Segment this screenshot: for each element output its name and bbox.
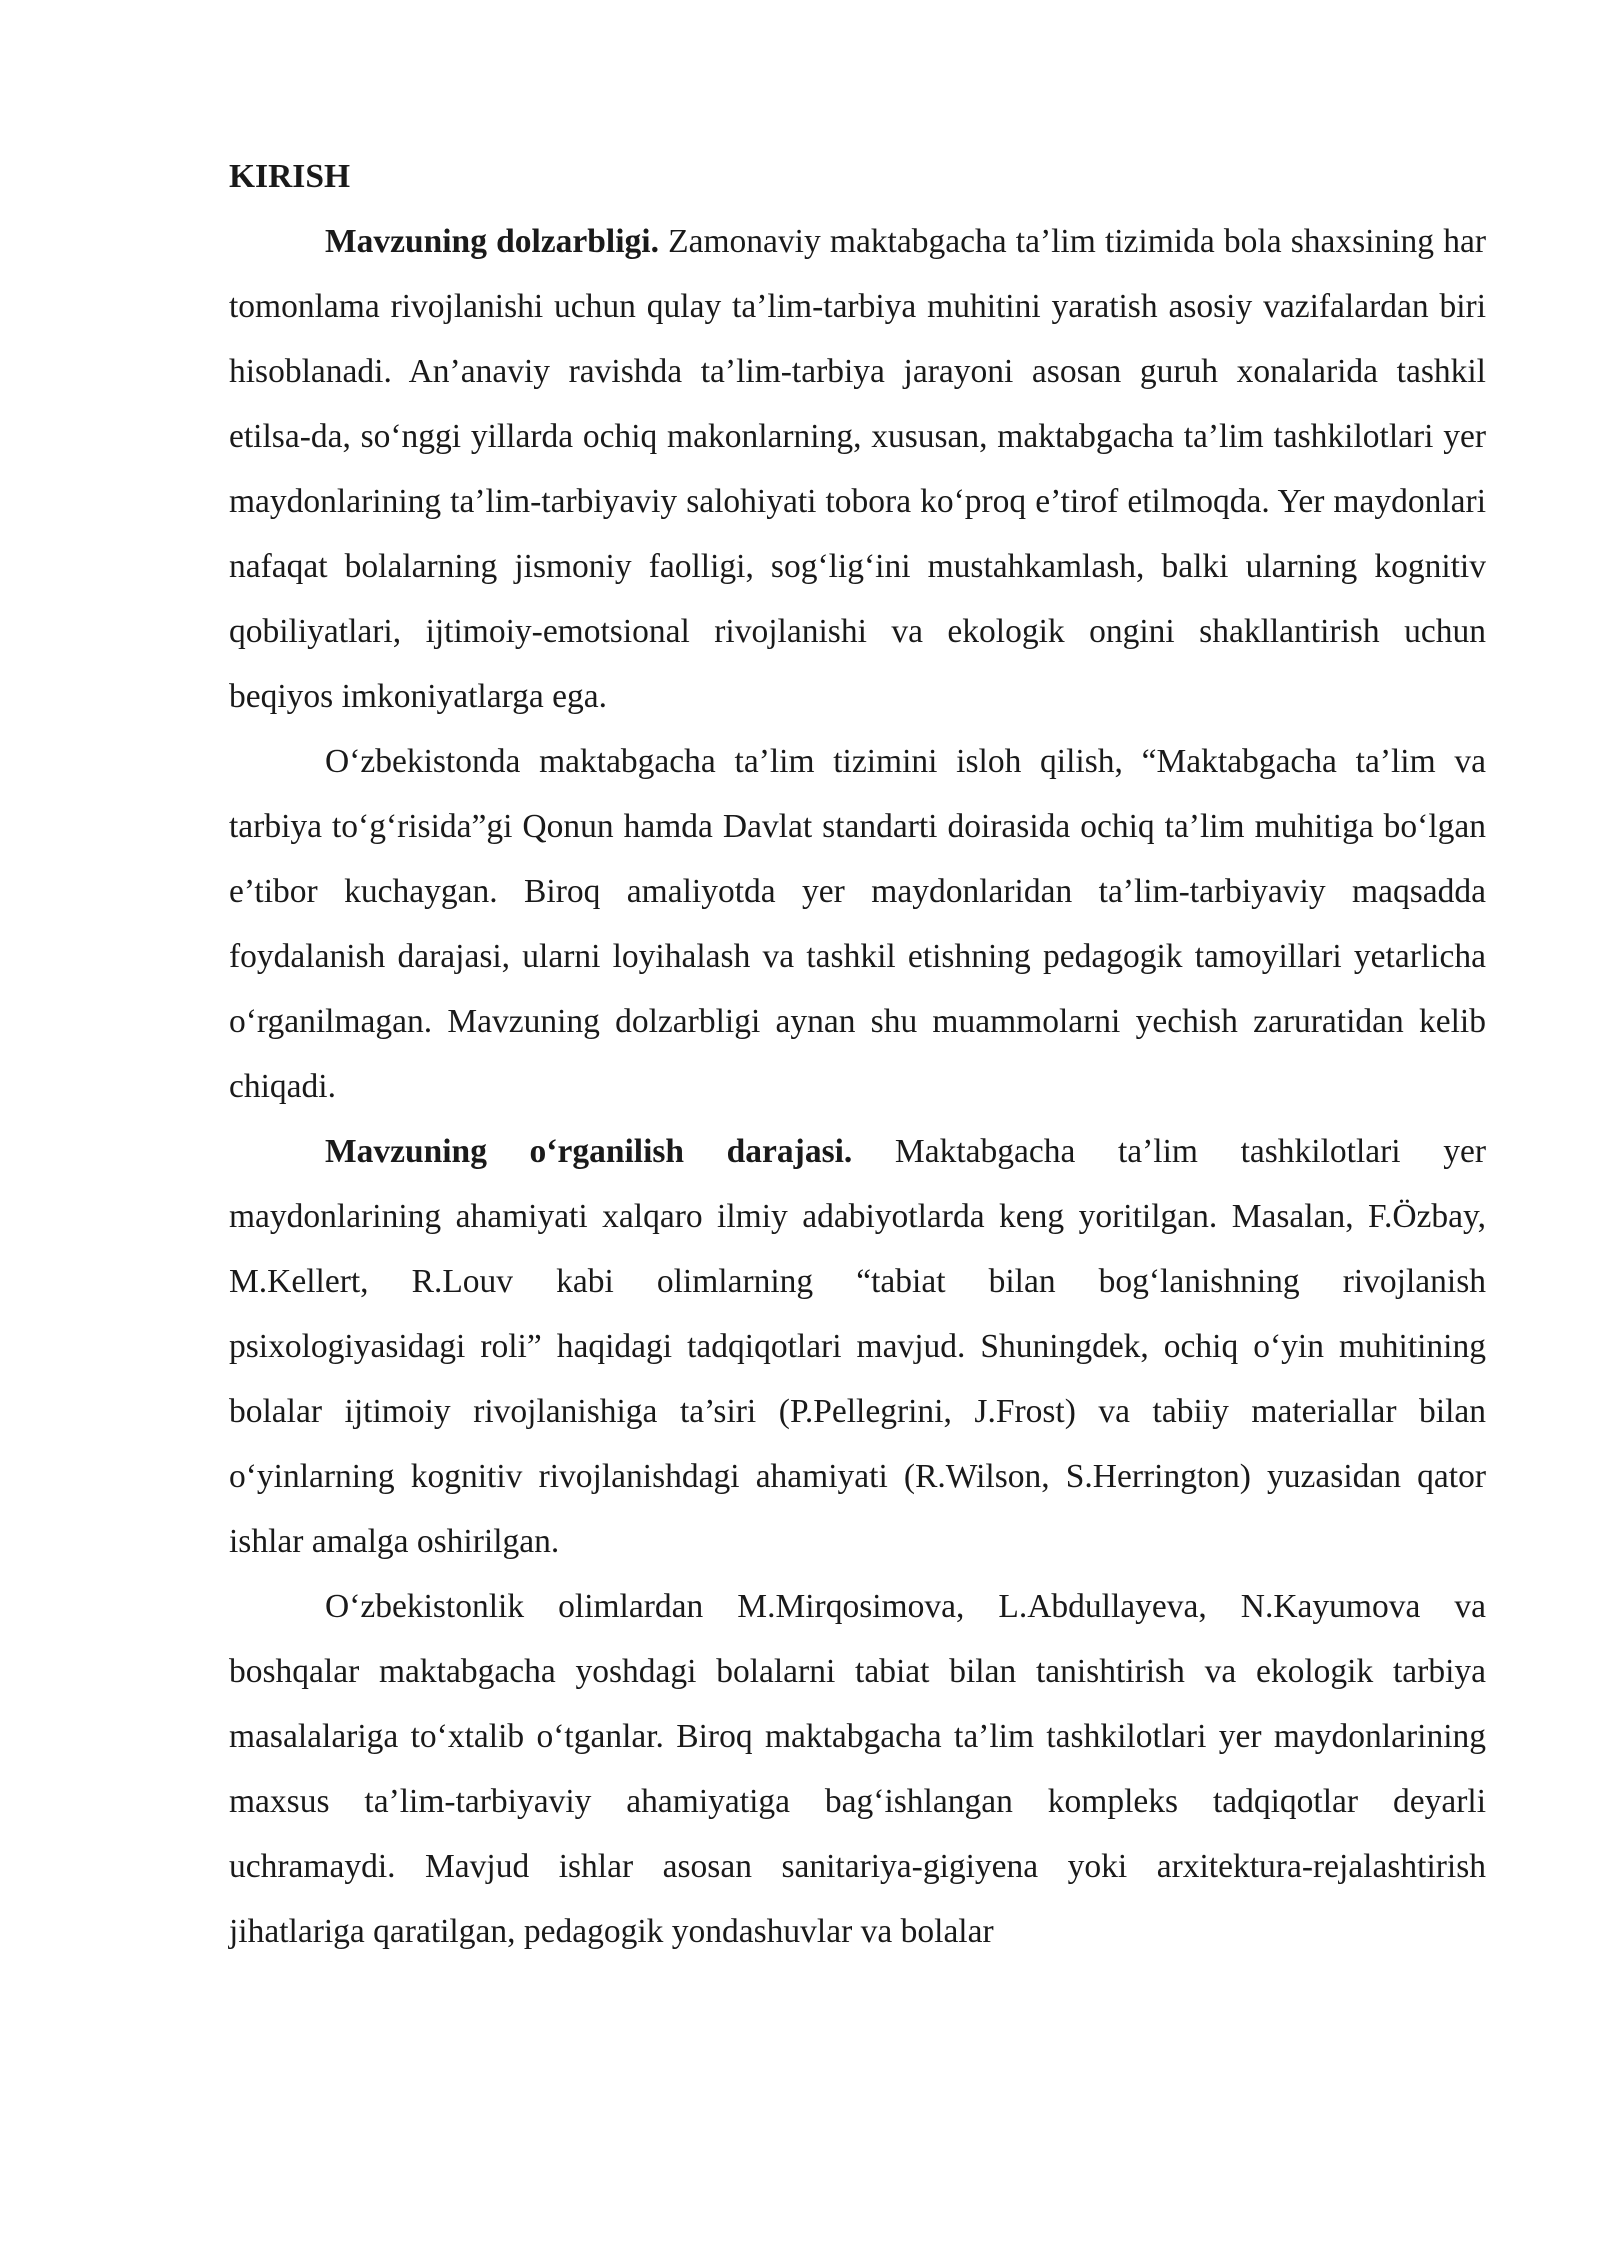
- paragraph-text: O‘zbekistonda maktabgacha ta’lim tizimini isloh qilish, “Maktabgacha ta’lim va tarbiya to‘g‘risida”gi Qonun hamda Davlat standarti doirasida ochiq ta’lim muhitiga bo‘lgan e’tibor kuchaygan. Biroq amaliyotda yer maydonlaridan ta’lim-tarbiyaviy maqsadda foydalanish darajasi, ularni loyihalash va tashkil etishning pedagogik tamoyillari yetarlicha o‘rganilmagan. Mavzuning dolzarbligi aynan shu muammolarni yechish zaruratidan kelib chiqadi.: [229, 743, 1486, 1105]
- paragraph-text: O‘zbekistonlik olimlardan M.Mirqosimova, L.Abdullayeva, N.Kayumova va boshqalar maktabgacha yoshdagi bolalarni tabiat bilan tanishtirish va ekologik tarbiya masalalariga to‘xtalib o‘tganlar. Biroq maktabgacha ta’lim tashkilotlari yer maydonlarining maxsus ta’lim-tarbiyaviy ahamiyatiga bag‘ishlangan kompleks tadqiqotlar deyarli uchramaydi. Mavjud ishlar asosan sanitariya-gigiyena yoki arxitektura-rejalashtirish jihatlariga qaratilgan, pedagogik yondashuvlar va bolalar: [229, 1588, 1486, 1950]
- paragraph-text: Maktabgacha ta’lim tashkilotlari yer maydonlarining ahamiyati xalqaro ilmiy adabiyotlarda keng yoritilgan. Masalan, F.Özbay, M.Kellert, R.Louv kabi olimlarning “tabiat bilan bog‘lanishning rivojlanish psixologiyasidagi roli” haqidagi tadqiqotlari mavjud. Shuningdek, ochiq o‘yin muhitining bolalar ijtimoiy rivojlanishiga ta’siri (P.Pellegrini, J.Frost) va tabiiy materiallar bilan o‘yinlarning kognitiv rivojlanishdagi ahamiyati (R.Wilson, S.Herrington) yuzasidan qator ishlar amalga oshirilgan.: [229, 1133, 1486, 1560]
- paragraph-study-level: [229, 1119, 1486, 1574]
- document-body: [229, 144, 1486, 1964]
- paragraph-lead: Mavzuning o‘rganilish darajasi.: [325, 1133, 853, 1170]
- paragraph-local-scholars: [229, 1574, 1486, 1964]
- paragraph-relevance: [229, 209, 1486, 729]
- section-heading: KIRISH: [229, 158, 351, 195]
- paragraph-uzbekistan-reform: [229, 729, 1486, 1119]
- paragraph-lead: Mavzuning dolzarbligi.: [325, 223, 659, 260]
- paragraph-text: Zamonaviy maktabgacha ta’lim tizimida bola shaxsining har tomonlama rivojlanishi uchun qulay ta’lim-tarbiya muhitini yaratish asosiy vazifalardan biri hisoblanadi. An’anaviy ravishda ta’lim-tarbiya jarayoni asosan guruh xonalarida tashkil etilsa-da, so‘nggi yillarda ochiq makonlarning, xususan, maktabgacha ta’lim tashkilotlari yer maydonlarining ta’lim-tarbiyaviy salohiyati tobora ko‘proq e’tirof etilmoqda. Yer maydonlari nafaqat bolalarning jismoniy faolligi, sog‘lig‘ini mustahkamlash, balki ularning kognitiv qobiliyatlari, ijtimoiy-emotsional rivojlanishi va ekologik ongini shakllantirish uchun beqiyos imkoniyatlarga ega.: [229, 223, 1486, 715]
